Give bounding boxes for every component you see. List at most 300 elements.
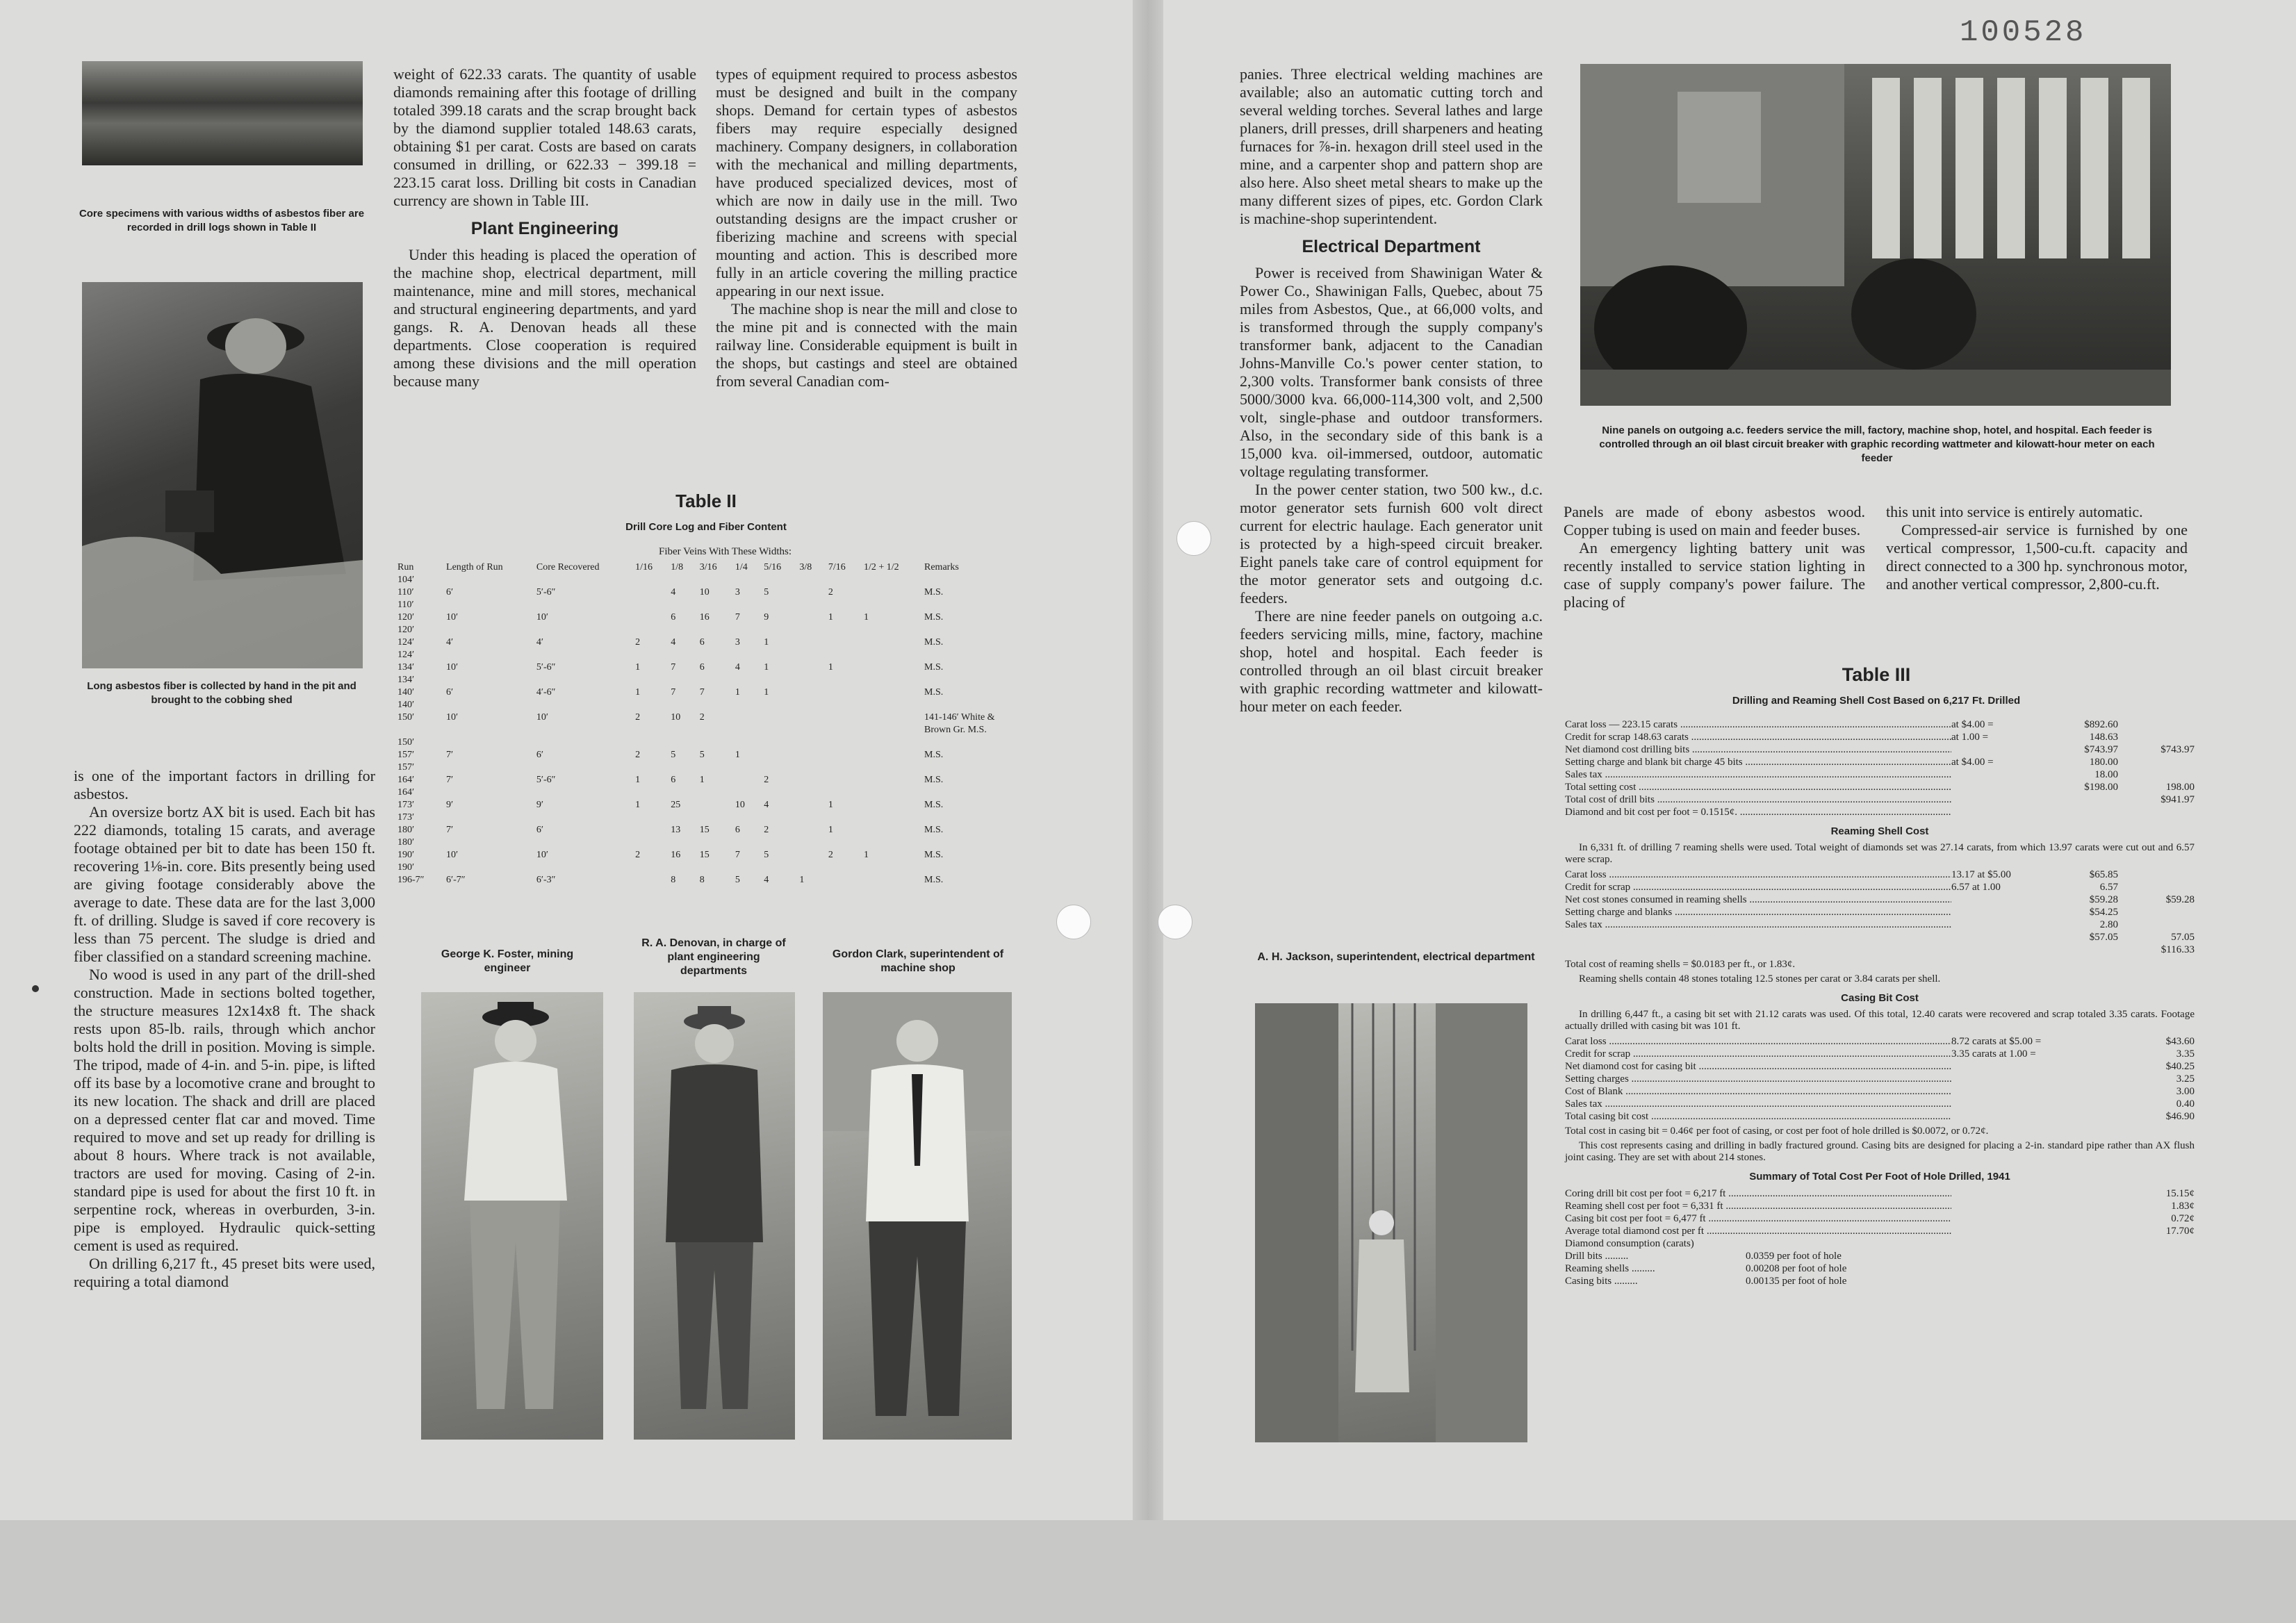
table-row — [393, 862, 1019, 887]
cost-total: 57.05 — [2171, 932, 2195, 943]
cost-amount — [2056, 1110, 2118, 1123]
table-cell: 5′-6″ — [536, 775, 556, 785]
cost-row — [1565, 1085, 2195, 1098]
right-column-1 — [1240, 65, 1543, 716]
cost-total: $743.97 — [2160, 744, 2195, 755]
cost-label: Sales tax ..... — [1565, 768, 1951, 781]
cost-amount — [2056, 1035, 2118, 1048]
cost-label: Cost of Blank ..... — [1565, 1085, 1951, 1098]
table-cell: 2 — [635, 712, 641, 723]
table-cell: 16 — [671, 850, 681, 860]
right-paragraph: An emergency lighting battery unit was recently installed to service station lighting in case of supply company's power failure. The placing of — [1564, 539, 1865, 611]
table-cell: 1 — [828, 825, 833, 835]
table-cell: M.S. — [924, 612, 944, 623]
jackson-caption: A. H. Jackson, superintendent, electrical department — [1257, 951, 1535, 963]
cost-total — [2118, 768, 2195, 781]
reaming-contain: Reaming shells contain 48 stones totaling 12.5 stones per carat or 3.84 carats per shell. — [1579, 973, 1941, 984]
table-cell — [696, 786, 731, 812]
cost-label: Total setting cost ..... — [1565, 781, 1951, 793]
cost-rate: 3.35 carats at 1.00 = — [1951, 1048, 2036, 1060]
table-cell: 15 — [699, 850, 710, 860]
table-cell: 7 — [735, 612, 740, 623]
table-cell: 4′ — [536, 637, 543, 648]
table2-header-cell: 3/8 — [799, 562, 812, 572]
cost-label: Diamond and bit cost per foot = 0.1515¢. ..... — [1565, 806, 1951, 818]
archive-stamp-number: 100528 — [1960, 15, 2087, 50]
table2-header-cell: Length of Run — [446, 562, 503, 572]
cost-amount: $743.97 — [2084, 744, 2118, 755]
table-cell — [795, 837, 823, 862]
table-cell: 1 — [764, 637, 769, 648]
fiber-collection-caption: Long asbestos fiber is collected by hand in the pit and brought to the cobbing shed — [87, 680, 356, 706]
right-paragraph: Compressed-air service is furnished by one vertical compressor, 1,500-cu.ft. capacity and direct connected to a 300 hp. synchronous motor, and another vertical compressor, 2,800-cu.ft. — [1886, 521, 2188, 593]
left-paragraph: is one of the important factors in drilling for asbestos. — [74, 767, 375, 802]
cost-row — [1565, 1060, 2195, 1073]
table-cell: 2 — [764, 825, 769, 835]
table-cell: 4 — [764, 800, 769, 810]
table-cell — [824, 699, 860, 736]
cost-amount — [2056, 1200, 2118, 1212]
cost-amount — [2056, 1060, 2118, 1073]
cost-total — [2118, 731, 2195, 743]
electrical-department-heading: Electrical Department — [1302, 237, 1481, 256]
table-cell: 25 — [671, 800, 681, 810]
drilling-cost-section — [1565, 718, 2195, 818]
cost-label: Net cost stones consumed in reaming shells ..... — [1565, 893, 1951, 906]
cost-row — [1565, 743, 2195, 756]
foster-caption: George K. Foster, mining engineer — [441, 948, 574, 974]
table-cell: 6′ — [446, 687, 454, 698]
cost-amount: 148.63 — [2089, 732, 2118, 743]
table-cell — [824, 862, 860, 887]
table-cell: 140′ 150′ — [397, 700, 415, 723]
foster-portrait-photo — [421, 992, 603, 1440]
consumption-value: 0.00135 per foot of hole — [1746, 1276, 1847, 1287]
table-cell: 4 — [671, 637, 676, 648]
cost-total: $40.25 — [2165, 1061, 2195, 1072]
cost-amount — [2056, 1187, 2118, 1200]
table-cell: 124′ 134′ — [397, 650, 415, 673]
table-cell: M.S. — [924, 662, 944, 673]
consumption-label: Casing bits ......... — [1565, 1276, 1638, 1287]
table-cell: 141-146′ White & Brown Gr. M.S. — [924, 712, 995, 735]
page-gutter — [1133, 0, 1163, 1529]
cost-label: Setting charge and blanks ..... — [1565, 906, 1951, 918]
consumption-value: 0.0359 per foot of hole — [1746, 1251, 1842, 1262]
table-cell: 173′ 180′ — [397, 812, 415, 835]
table-cell: 15 — [699, 825, 710, 835]
cost-total: 198.00 — [2165, 782, 2195, 793]
table-cell: 7′ — [446, 825, 454, 835]
plant-engineering-heading: Plant Engineering — [470, 219, 619, 238]
table-cell: 10 — [699, 587, 710, 598]
table-cell: 1 — [635, 687, 641, 698]
cost-row — [1565, 1048, 2195, 1060]
cost-total — [2118, 881, 2195, 893]
table-cell: 6 — [699, 637, 705, 648]
cost-amount — [2056, 1098, 2118, 1110]
cost-total: $46.90 — [2165, 1111, 2195, 1122]
table2-subtitle: Drill Core Log and Fiber Content — [625, 521, 787, 533]
table-cell: 1 — [735, 750, 740, 760]
table-cell: 7 — [671, 662, 676, 673]
table-cell: 8 — [699, 875, 705, 885]
table-row — [393, 837, 1019, 862]
table-row — [393, 736, 1019, 761]
table-row — [393, 674, 1019, 699]
table-cell: 4′-6″ — [536, 687, 556, 698]
cost-row — [1565, 881, 2195, 893]
table-cell: 1 — [828, 800, 833, 810]
cost-label: Coring drill bit cost per foot = 6,217 ft ..... — [1565, 1187, 1951, 1200]
cost-total: $43.60 — [2165, 1036, 2195, 1047]
table-cell — [631, 812, 666, 837]
table-cell — [731, 761, 760, 786]
table-cell: M.S. — [924, 637, 944, 648]
table-cell — [860, 674, 920, 699]
table-row — [393, 624, 1019, 649]
table-cell: 10′ — [446, 712, 459, 723]
cost-row — [1565, 806, 2195, 818]
cost-row — [1565, 1212, 2195, 1225]
feeder-panels-caption: Nine panels on outgoing a.c. feeders service the mill, factory, machine shop, hotel, and hospital. Each feeder is controlled through an oil blast circuit breaker with graphic recording wattmeter and kilowatt-hour meter on each feeder — [1599, 425, 2155, 464]
cost-row — [1565, 756, 2195, 768]
table-cell: 4 — [671, 587, 676, 598]
table2-group-header: Fiber Veins With These Widths: — [659, 546, 792, 557]
table-cell — [760, 736, 795, 761]
table-cell — [824, 624, 860, 649]
right-column-2 — [1564, 503, 1865, 611]
cost-row — [1565, 868, 2195, 881]
table-row — [393, 599, 1019, 624]
cost-total: 0.40 — [2176, 1098, 2195, 1110]
table-cell: 6′ — [446, 587, 454, 598]
consumption-value: 0.00208 per foot of hole — [1746, 1263, 1847, 1274]
table-cell: 10′ — [446, 662, 459, 673]
table-cell: 6′ — [536, 750, 543, 760]
table-row — [393, 761, 1019, 786]
cost-label: Average total diamond cost per ft ..... — [1565, 1225, 1951, 1237]
right-paragraph: There are nine feeder panels on outgoing a.c. feeders servicing mills, mine, factory, machine shop, hotel and hospital. Each feeder is controlled through an oil blast circuit breaker with graphic recording wattmeter and kilowatt-hour meter on each feeder. — [1240, 607, 1543, 715]
table-cell — [795, 599, 823, 624]
table2-header-cell: 3/16 — [699, 562, 717, 572]
table-cell — [795, 624, 823, 649]
table-cell: 9′ — [446, 800, 454, 810]
cost-rate — [1951, 918, 2056, 931]
cost-rate — [1951, 1098, 2056, 1110]
cost-amount: $57.05 — [2089, 932, 2118, 943]
table2-header-cell: 1/4 — [735, 562, 748, 572]
table-cell: 10′ — [446, 612, 459, 623]
cost-rate — [1951, 944, 2056, 956]
table-cell: 6′-7″ — [446, 875, 466, 885]
cost-row — [1565, 1187, 2195, 1200]
cost-row — [1565, 893, 2195, 906]
denovan-figure — [634, 992, 795, 1440]
casing-cost-section — [1565, 1035, 2195, 1123]
reaming-note: In 6,331 ft. of drilling 7 reaming shells were used. Total weight of diamonds set was 27.14 carats, from which 13.97 carats were cut out and 6.57 were scrap. — [1565, 842, 2195, 865]
cost-total — [2118, 806, 2195, 818]
table-cell: 9 — [764, 612, 769, 623]
cost-total — [2118, 918, 2195, 931]
table-cell: 1 — [635, 775, 641, 785]
cost-label: Setting charges ..... — [1565, 1073, 1951, 1085]
table-cell: 6′-3″ — [536, 875, 556, 885]
table-cell — [860, 761, 920, 786]
foster-figure — [421, 992, 603, 1440]
table-cell: M.S. — [924, 587, 944, 598]
table-cell: 10 — [671, 712, 681, 723]
table-row — [393, 574, 1019, 599]
cost-total — [2118, 906, 2195, 918]
cost-total: $116.33 — [2160, 944, 2195, 955]
table-cell — [795, 786, 823, 812]
table-cell: 6 — [735, 825, 740, 835]
cost-label: Setting charge and blank bit charge 45 bits ..... — [1565, 756, 1951, 768]
table-cell — [860, 649, 920, 674]
table-cell — [631, 862, 666, 887]
table-cell: 157′ 164′ — [397, 762, 415, 785]
table3-subtitle: Drilling and Reaming Shell Cost Based on 6,217 Ft. Drilled — [1732, 695, 2021, 707]
cost-label: Net diamond cost drilling bits ..... — [1565, 743, 1951, 756]
cost-row — [1565, 1035, 2195, 1048]
table-cell: 190′ 196-7″ — [397, 862, 425, 885]
table-cell: M.S. — [924, 875, 944, 885]
consumption-row — [1565, 1262, 2195, 1275]
right-paragraph: Panels are made of ebony asbestos wood. Copper tubing is used on main and feeder buses. — [1564, 503, 1865, 538]
table-cell — [795, 674, 823, 699]
reaming-total: Total cost of reaming shells = $0.0183 per ft., or 1.83¢. — [1565, 959, 1796, 970]
table2-title: Table II — [675, 491, 737, 511]
table-cell — [824, 761, 860, 786]
mid-paragraph: types of equipment required to process asbestos must be designed and built in the company shops. Demand for certain types of asbestos fibers may require especially designed machinery. Company designers, in collaboration with the mechanical and milling departments, have produced specialized devices, most of which are now in daily use in the mill. Two outstanding designs are the impact crusher or fiberizing machine and screens with special mounting and action. This is described more fully in an article covering the milling practice appearing in our next issue. — [716, 65, 1017, 299]
consumption-label: Drill bits ......... — [1565, 1251, 1629, 1262]
cost-rate — [1951, 1187, 2056, 1200]
reaming-cost-section — [1565, 868, 2195, 956]
table-cell — [860, 699, 920, 736]
table-cell: 1 — [735, 687, 740, 698]
cost-amount: $54.25 — [2089, 907, 2118, 918]
denovan-caption: R. A. Denovan, in charge of plant engineering departments — [641, 937, 786, 977]
right-column-3 — [1886, 503, 2188, 593]
cost-label: Carat loss ..... — [1565, 1035, 1951, 1048]
cost-total: 0.72¢ — [2171, 1213, 2195, 1224]
table-cell: 6 — [699, 662, 705, 673]
table2-header-cell: 7/16 — [828, 562, 846, 572]
cost-label: Total cost of drill bits ..... — [1565, 793, 1951, 806]
table-cell: 2 — [699, 712, 705, 723]
left-paragraph: On drilling 6,217 ft., 45 preset bits were used, requiring a total diamond — [74, 1255, 375, 1290]
table-row — [393, 786, 1019, 812]
table-cell: 2 — [635, 750, 641, 760]
cost-amount — [2056, 944, 2118, 956]
table-cell: 4 — [735, 662, 740, 673]
cost-rate — [1951, 1060, 2056, 1073]
binder-hole — [1176, 521, 1211, 556]
table-cell: 10′ — [446, 850, 459, 860]
cost-row — [1565, 918, 2195, 931]
table-cell: 10′ — [536, 850, 548, 860]
left-text-column — [74, 767, 375, 1291]
table-cell: 4′ — [446, 637, 454, 648]
cost-row — [1565, 1225, 2195, 1237]
cost-total: 17.70¢ — [2165, 1226, 2195, 1237]
cost-rate: 6.57 at 1.00 — [1951, 882, 2001, 893]
cost-rate — [1951, 1200, 2056, 1212]
table-cell: 1 — [764, 662, 769, 673]
cost-row — [1565, 718, 2195, 731]
cost-amount: 180.00 — [2089, 757, 2118, 768]
table-cell: 10 — [735, 800, 745, 810]
table-cell: 1 — [635, 800, 641, 810]
table2-header-row — [393, 546, 1019, 574]
table-cell — [824, 736, 860, 761]
casing-note: In drilling 6,447 ft., a casing bit set with 21.12 carats was used. Of this total, 12.40 carats were recovered and scrap totaled 3.35 carats. Footage actually drilled with casing bit was 101 ft. — [1565, 1009, 2195, 1032]
cost-rate — [1951, 743, 2056, 756]
cost-total: 15.15¢ — [2165, 1188, 2195, 1199]
table-cell — [860, 574, 920, 599]
cost-amount: $65.85 — [2089, 869, 2118, 880]
right-paragraph: panies. Three electrical welding machines are available; also an automatic cutting torch and several welding torches. Several lathes and large planers, drill presses, drill sharpeners and heating furnaces for ⅞-in. hexagon drill steel used in the mine, and a carpenter shop and pattern shop are also here. Also sheet metal shears to make up the many different sizes of pipes, etc. Gordon Clark is machine-shop superintendent. — [1240, 65, 1543, 227]
table-cell — [795, 699, 823, 736]
cost-rate: at $4.00 = — [1951, 757, 1994, 768]
table-cell — [860, 862, 920, 887]
table-cell: 1 — [799, 875, 805, 885]
cost-row — [1565, 731, 2195, 743]
table-cell: 134′ 140′ — [397, 675, 415, 698]
table-cell: M.S. — [924, 800, 944, 810]
cost-amount — [2056, 1048, 2118, 1060]
cost-total — [2118, 756, 2195, 768]
switchboard-illustration — [1580, 64, 2171, 406]
table-cell: 180′ 190′ — [397, 837, 415, 860]
cost-rate: 8.72 carats at $5.00 = — [1951, 1036, 2042, 1047]
cost-row — [1565, 931, 2195, 944]
table-cell — [795, 574, 823, 599]
cost-amount: $59.28 — [2089, 894, 2118, 905]
table-cell: 6 — [671, 775, 676, 785]
cost-amount — [2056, 806, 2118, 818]
table2-header-cell: 1/8 — [671, 562, 684, 572]
cost-label: Credit for scrap ..... — [1565, 881, 1951, 893]
table-cell: 1 — [699, 775, 705, 785]
cost-row — [1565, 793, 2195, 806]
cost-label: Total casing bit cost ..... — [1565, 1110, 1951, 1123]
table-cell: 2 — [764, 775, 769, 785]
mid-paragraph: weight of 622.33 carats. The quantity of usable diamonds remaining after this footage of drilling totaled 399.18 carats and the scrap brought back by the diamond supplier totaled 148.63 carats, obtaining $1 per carat. Costs are based on carats consumed in drilling, or 622.33 − 399.18 = 223.15 carat loss. Drilling bit costs in Canadian currency are shown in Table III. — [393, 65, 696, 209]
casing-title: Casing Bit Cost — [1841, 992, 1919, 1004]
cost-rate — [1951, 768, 2056, 781]
clark-caption: Gordon Clark, superintendent of machine shop — [832, 948, 1004, 974]
table-cell: 5′-6″ — [536, 587, 556, 598]
table-cell: 9′ — [536, 800, 543, 810]
table-cell — [795, 761, 823, 786]
clark-figure — [823, 992, 1012, 1440]
table-cell — [731, 699, 760, 736]
table-cell: 10′ — [536, 712, 548, 723]
table-cell: 120′ 124′ — [397, 625, 415, 648]
mid-paragraph: The machine shop is near the mill and close to the mine pit and is connected with the main railway line. Considerable equipment is built in the shops, but castings and steel are obtained from several Canadian com- — [716, 300, 1017, 390]
table-cell: 1 — [863, 850, 869, 860]
table-cell: 110′ 120′ — [397, 600, 415, 623]
table-cell: 5 — [764, 587, 769, 598]
cost-total — [2118, 868, 2195, 881]
table-cell: 104′ 110′ — [397, 575, 415, 598]
fiber-collection-illustration — [82, 282, 363, 668]
cost-rate: at 1.00 = — [1951, 732, 1989, 743]
summary-section — [1565, 1187, 2195, 1237]
table-cell: M.S. — [924, 850, 944, 860]
table-cell — [795, 736, 823, 761]
right-paragraph: In the power center station, two 500 kw., d.c. motor generator sets furnish 600 volt direct current for electric haulage. Each generator unit is protected by a high-speed circuit breaker. Eight panels take care of control equipment for the motor generator sets and outgoing d.c. feeders. — [1240, 481, 1543, 607]
table-cell: 3 — [735, 587, 740, 598]
table-cell: 7 — [699, 687, 705, 698]
table-cell — [860, 736, 920, 761]
mid-column-2 — [716, 65, 1017, 390]
table-cell: 1 — [828, 662, 833, 673]
cost-label: Net diamond cost for casing bit ..... — [1565, 1060, 1951, 1073]
table-cell: 7′ — [446, 775, 454, 785]
cost-rate — [1951, 906, 2056, 918]
cost-total: $941.97 — [2160, 794, 2195, 805]
table-cell — [631, 599, 666, 624]
table-cell: 3 — [735, 637, 740, 648]
table-cell: 4 — [764, 875, 769, 885]
mid-column-1 — [393, 65, 696, 390]
mid-paragraph: Under this heading is placed the operation of the machine shop, electrical department, mill maintenance, mine and mill stores, mechanical and structural engineering departments, and yard gangs. R. A. Denovan heads all these departments. Close cooperation is required among these divisions and the mill operation because many — [393, 246, 696, 390]
cost-amount — [2056, 1225, 2118, 1237]
cost-total: 3.35 — [2176, 1048, 2195, 1060]
table3-title: Table III — [1842, 664, 1911, 685]
left-paragraph: No wood is used in any part of the drill-shed construction. Made in sections bolted together, the structure measures 12x14x8 ft. The shack rests upon 85-lb. rails, through which anchor bolts hold the drill in position. Moving is simple. The tripod, made of 4-in. and 5-in. pipe, is lifted off its base by a locomotive crane and brought to its new location. The shack and drill are placed on a depressed center flat car and moved. Time required to move and set up ready for drilling is about 8 hours. Where track is not available, tractors are used for moving. Casing of 2-in. standard pipe is used for about the first 10 ft. in serpentine rock, whereas in overburden, 3-in. pipe is employed. Hydraulic quick-setting cement is used as required. — [74, 966, 375, 1254]
table-cell — [631, 574, 666, 599]
table-cell: 5 — [735, 875, 740, 885]
table3-body — [1565, 718, 2195, 1287]
cost-amount: $892.60 — [2084, 719, 2118, 730]
table-cell: M.S. — [924, 775, 944, 785]
cost-amount: $198.00 — [2084, 782, 2118, 793]
table-cell: 2 — [635, 850, 641, 860]
cost-total — [2118, 718, 2195, 731]
jackson-figure — [1255, 1003, 1527, 1442]
table-cell: 1 — [828, 612, 833, 623]
consumption-section — [1565, 1250, 2195, 1287]
reaming-title: Reaming Shell Cost — [1830, 825, 1929, 837]
cost-rate — [1951, 793, 2056, 806]
table-cell: 2 — [828, 850, 833, 860]
table-cell: 5′-6″ — [536, 662, 556, 673]
cost-label: Carat loss — 223.15 carats ..... — [1565, 718, 1951, 731]
cost-rate — [1951, 1212, 2056, 1225]
cost-total: 3.25 — [2176, 1073, 2195, 1085]
table-cell: 5 — [671, 750, 676, 760]
table-cell: 6 — [671, 612, 676, 623]
cost-label: Credit for scrap 148.63 carats ..... — [1565, 731, 1951, 743]
cost-amount — [2056, 1212, 2118, 1225]
cost-rate — [1951, 1225, 2056, 1237]
table-cell: 10′ — [536, 612, 548, 623]
binder-hole — [1056, 905, 1091, 939]
table2-header-cell: Run — [397, 562, 414, 572]
table-cell: 2 — [635, 637, 641, 648]
table-cell: M.S. — [924, 687, 944, 698]
table-cell — [860, 812, 920, 837]
table2-header-cell: 5/16 — [764, 562, 782, 572]
cost-rate — [1951, 806, 2056, 818]
feeder-panels-photo — [1580, 64, 2171, 406]
cost-rate — [1951, 1085, 2056, 1098]
table-cell: 1 — [863, 612, 869, 623]
